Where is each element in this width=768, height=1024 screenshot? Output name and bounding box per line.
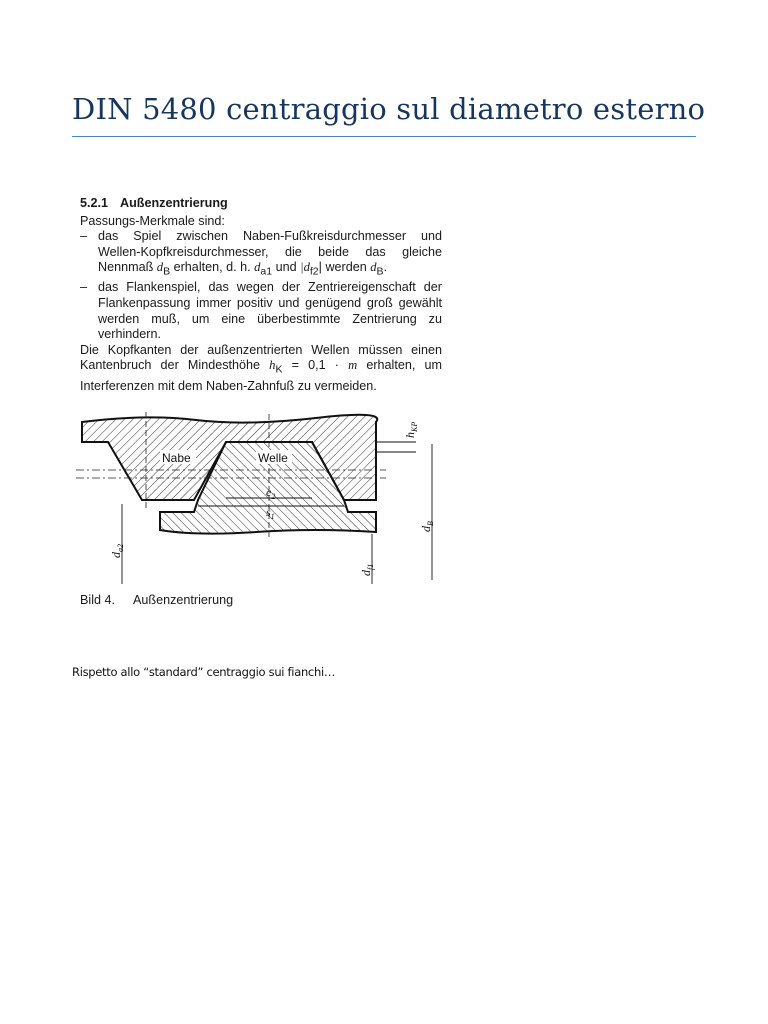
para-sub-K: K <box>275 363 283 376</box>
caption-text: Außenzentrierung <box>133 593 234 607</box>
dB-label: $d_B$ <box>419 521 435 532</box>
item2-text: das Flankenspiel, das wegen der Zentriereigenschaft der Flankenpassung immer positiv und genügend groß gewählt werden muß, um eine überbestimmte Zentrierung zu verhindern. <box>98 280 442 342</box>
dash-bullet: – <box>80 280 88 295</box>
df1-label: $d_{f1}$ <box>359 563 375 576</box>
item1-symbol-da1: d <box>254 260 261 275</box>
item1-symbol-dB: d <box>156 260 164 275</box>
para-symbol-m: m <box>348 358 358 373</box>
hub-label: Nabe <box>162 451 191 465</box>
caption-number: Bild 4. <box>80 593 116 607</box>
da2-label: $d_{a2}$ <box>109 544 125 558</box>
figure-caption <box>80 593 233 607</box>
spline-profile-drawing <box>76 408 446 588</box>
item1-abs-close: | <box>318 260 322 275</box>
para-b: erhalten, um Interferenzen mit dem Naben-Zahnfuß zu vermeiden. <box>80 358 442 393</box>
dash-bullet: – <box>80 229 88 244</box>
item1-end: . <box>383 260 388 275</box>
page-title: DIN 5480 centraggio sul diametro esterno <box>72 92 706 126</box>
section-heading <box>80 196 442 212</box>
body-note: Rispetto allo “standard” centraggio sui fianchi… <box>72 665 336 679</box>
item1-tail: werden <box>325 260 367 275</box>
list-item <box>80 229 442 280</box>
hkp-label: $h_{KP}$ <box>403 421 419 438</box>
shaft-label: Welle <box>258 451 288 465</box>
item1-sub-B2: B <box>376 265 384 278</box>
section-title: Außenzentrierung <box>120 196 228 210</box>
para-a: Die Kopfkanten der außenzentrierten Wellen müssen einen Kantenbruch der Mindesthöhe <box>80 342 442 373</box>
scanned-excerpt <box>80 196 442 394</box>
paragraph <box>80 343 442 394</box>
list-item <box>80 280 442 342</box>
item1-sub-f2: f2 <box>309 265 319 278</box>
intro-line: Passungs-Merkmale sind: <box>80 213 225 228</box>
dim-e2-label: $e_2$ <box>266 485 276 501</box>
item1-sub-B: B <box>163 265 171 278</box>
item1-symbol-dB2: d <box>370 260 377 275</box>
dim-s1-label: $s_1$ <box>266 505 275 521</box>
item1-symbol-df2: |d <box>300 260 310 275</box>
title-underline <box>72 136 696 137</box>
item1-sub-a1: a1 <box>260 265 273 278</box>
item1-and: und <box>275 260 297 275</box>
section-number: 5.2.1 <box>80 196 109 210</box>
para-symbol-h: h <box>269 358 276 373</box>
para-eq: = 0,1 · <box>291 358 339 373</box>
item1-text: das Spiel zwischen Naben-Fußkreisdurchmesser und Wellen-Kopfkreisdurchmesser, die beide das gleiche Nennmaß <box>98 229 442 275</box>
item1-mid: erhalten, d. h. <box>173 260 251 275</box>
